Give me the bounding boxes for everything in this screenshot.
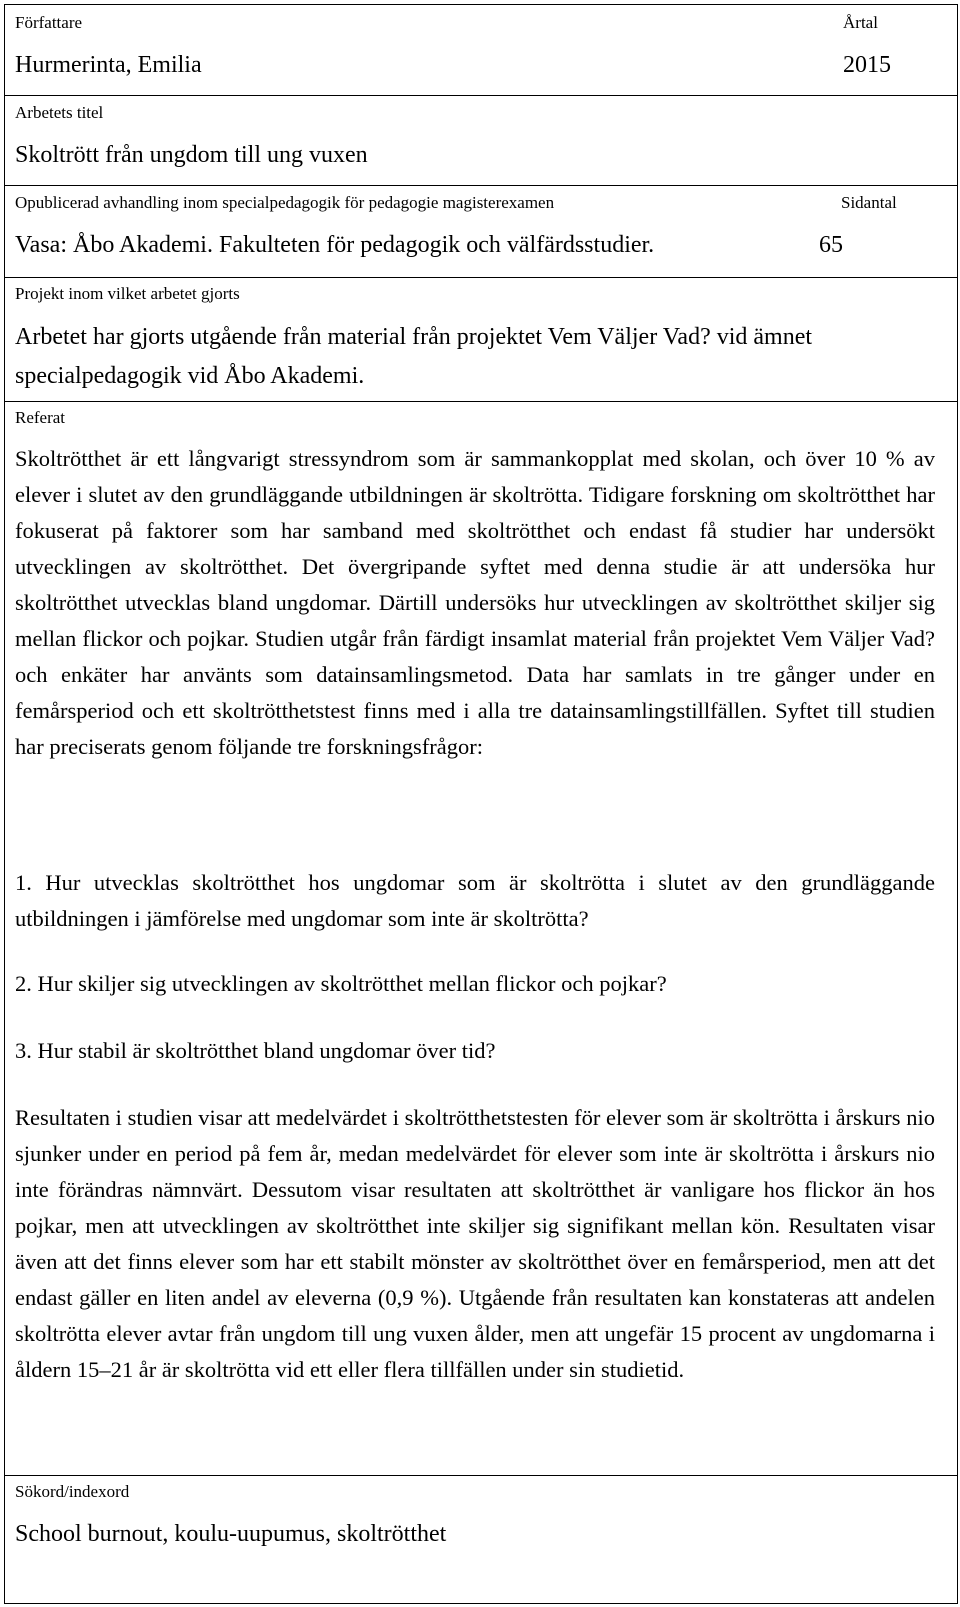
thesis-title: Skoltrött från ungdom till ung vuxen — [15, 142, 368, 168]
thesis-value: Vasa: Åbo Akademi. Fakulteten för pedagogik och välfärdsstudier. — [15, 232, 655, 258]
divider — [5, 185, 957, 186]
abstract-label: Referat — [15, 408, 66, 427]
project-value: Arbetet har gjorts utgående från material från projektet Vem Väljer Vad? vid ämnet specialpedagogik vid Åbo Akademi. — [15, 324, 813, 389]
divider — [5, 401, 957, 402]
thesis-label: Opublicerad avhandling inom specialpedagogik för pedagogie magisterexamen — [15, 193, 555, 212]
research-question-1: 1. Hur utvecklas skoltrötthet hos ungdomar som är skoltrötta i slutet av den grundläggande utbildningen i jämförelse med ungdomar som inte är skoltrötta? — [15, 870, 935, 931]
abstract-intro: Skoltrötthet är ett långvarigt stressyndrom som är sammankopplat med skolan, och över 10 % av elever i slutet av den grundläggande utbildningen är skoltrötta. Tidigare forskning om skoltrötthet har fokuserat på faktorer som har samband med skoltrötthet och endast få studier har undersökt utvecklingen av skoltrötthet. Det övergripande syftet med denna studie är att undersöka hur skoltrötthet utvecklas bland ungdomar. Därtill undersöks hur utvecklingen av skoltrötthet skiljer sig mellan flickor och pojkar. Studien utgår från färdigt insamlat material från projektet Vem Väljer Vad? och enkäter har använts som datainsamlingsmetod. Data har samlats in tre gånger under en femårsperiod och ett skoltrötthetstest finns med i alla tre datainsamlingstillfällen. Syftet till studien har preciserats genom följande tre forskningsfrågor: — [15, 446, 935, 759]
keywords-value: School burnout, koulu-uupumus, skoltrötthet — [15, 1521, 447, 1547]
research-question-3: 3. Hur stabil är skoltrötthet bland ungdomar över tid? — [15, 1038, 496, 1063]
divider — [5, 95, 957, 96]
research-question-2: 2. Hur skiljer sig utvecklingen av skoltrötthet mellan flickor och pojkar? — [15, 971, 667, 996]
document-frame — [4, 4, 958, 1604]
year-value: 2015 — [843, 52, 891, 78]
pages-label: Sidantal — [841, 193, 897, 212]
author-value: Hurmerinta, Emilia — [15, 52, 202, 78]
year-label: Årtal — [843, 13, 878, 32]
keywords-label: Sökord/indexord — [15, 1482, 130, 1501]
project-label: Projekt inom vilket arbetet gjorts — [15, 284, 240, 303]
pages-value: 65 — [819, 232, 843, 258]
divider — [5, 277, 957, 278]
author-label: Författare — [15, 13, 83, 32]
divider — [5, 1475, 957, 1476]
title-label: Arbetets titel — [15, 103, 104, 122]
abstract-results: Resultaten i studien visar att medelvärdet i skoltrötthetstesten för elever som är skoltrötta i årskurs nio sjunker under en period på fem år, medan medelvärdet för elever som inte är skoltrötta i årskurs nio inte förändras nämnvärt. Dessutom visar resultaten att skoltrötthet är vanligare hos flickor än hos pojkar, men att utvecklingen av skoltrötthet inte skiljer sig signifikant mellan kön. Resultaten visar även att det finns elever som har ett stabilt mönster av skoltrötthet över en femårsperiod, men att det endast gäller en liten andel av eleverna (0,9 %). Utgående från resultaten kan konstateras att andelen skoltrötta elever avtar från ungdom till ung vuxen ålder, men att ungefär 15 procent av ungdomarna i åldern 15–21 år är skoltrötta vid ett eller flera tillfällen under sin studietid. — [15, 1105, 935, 1382]
